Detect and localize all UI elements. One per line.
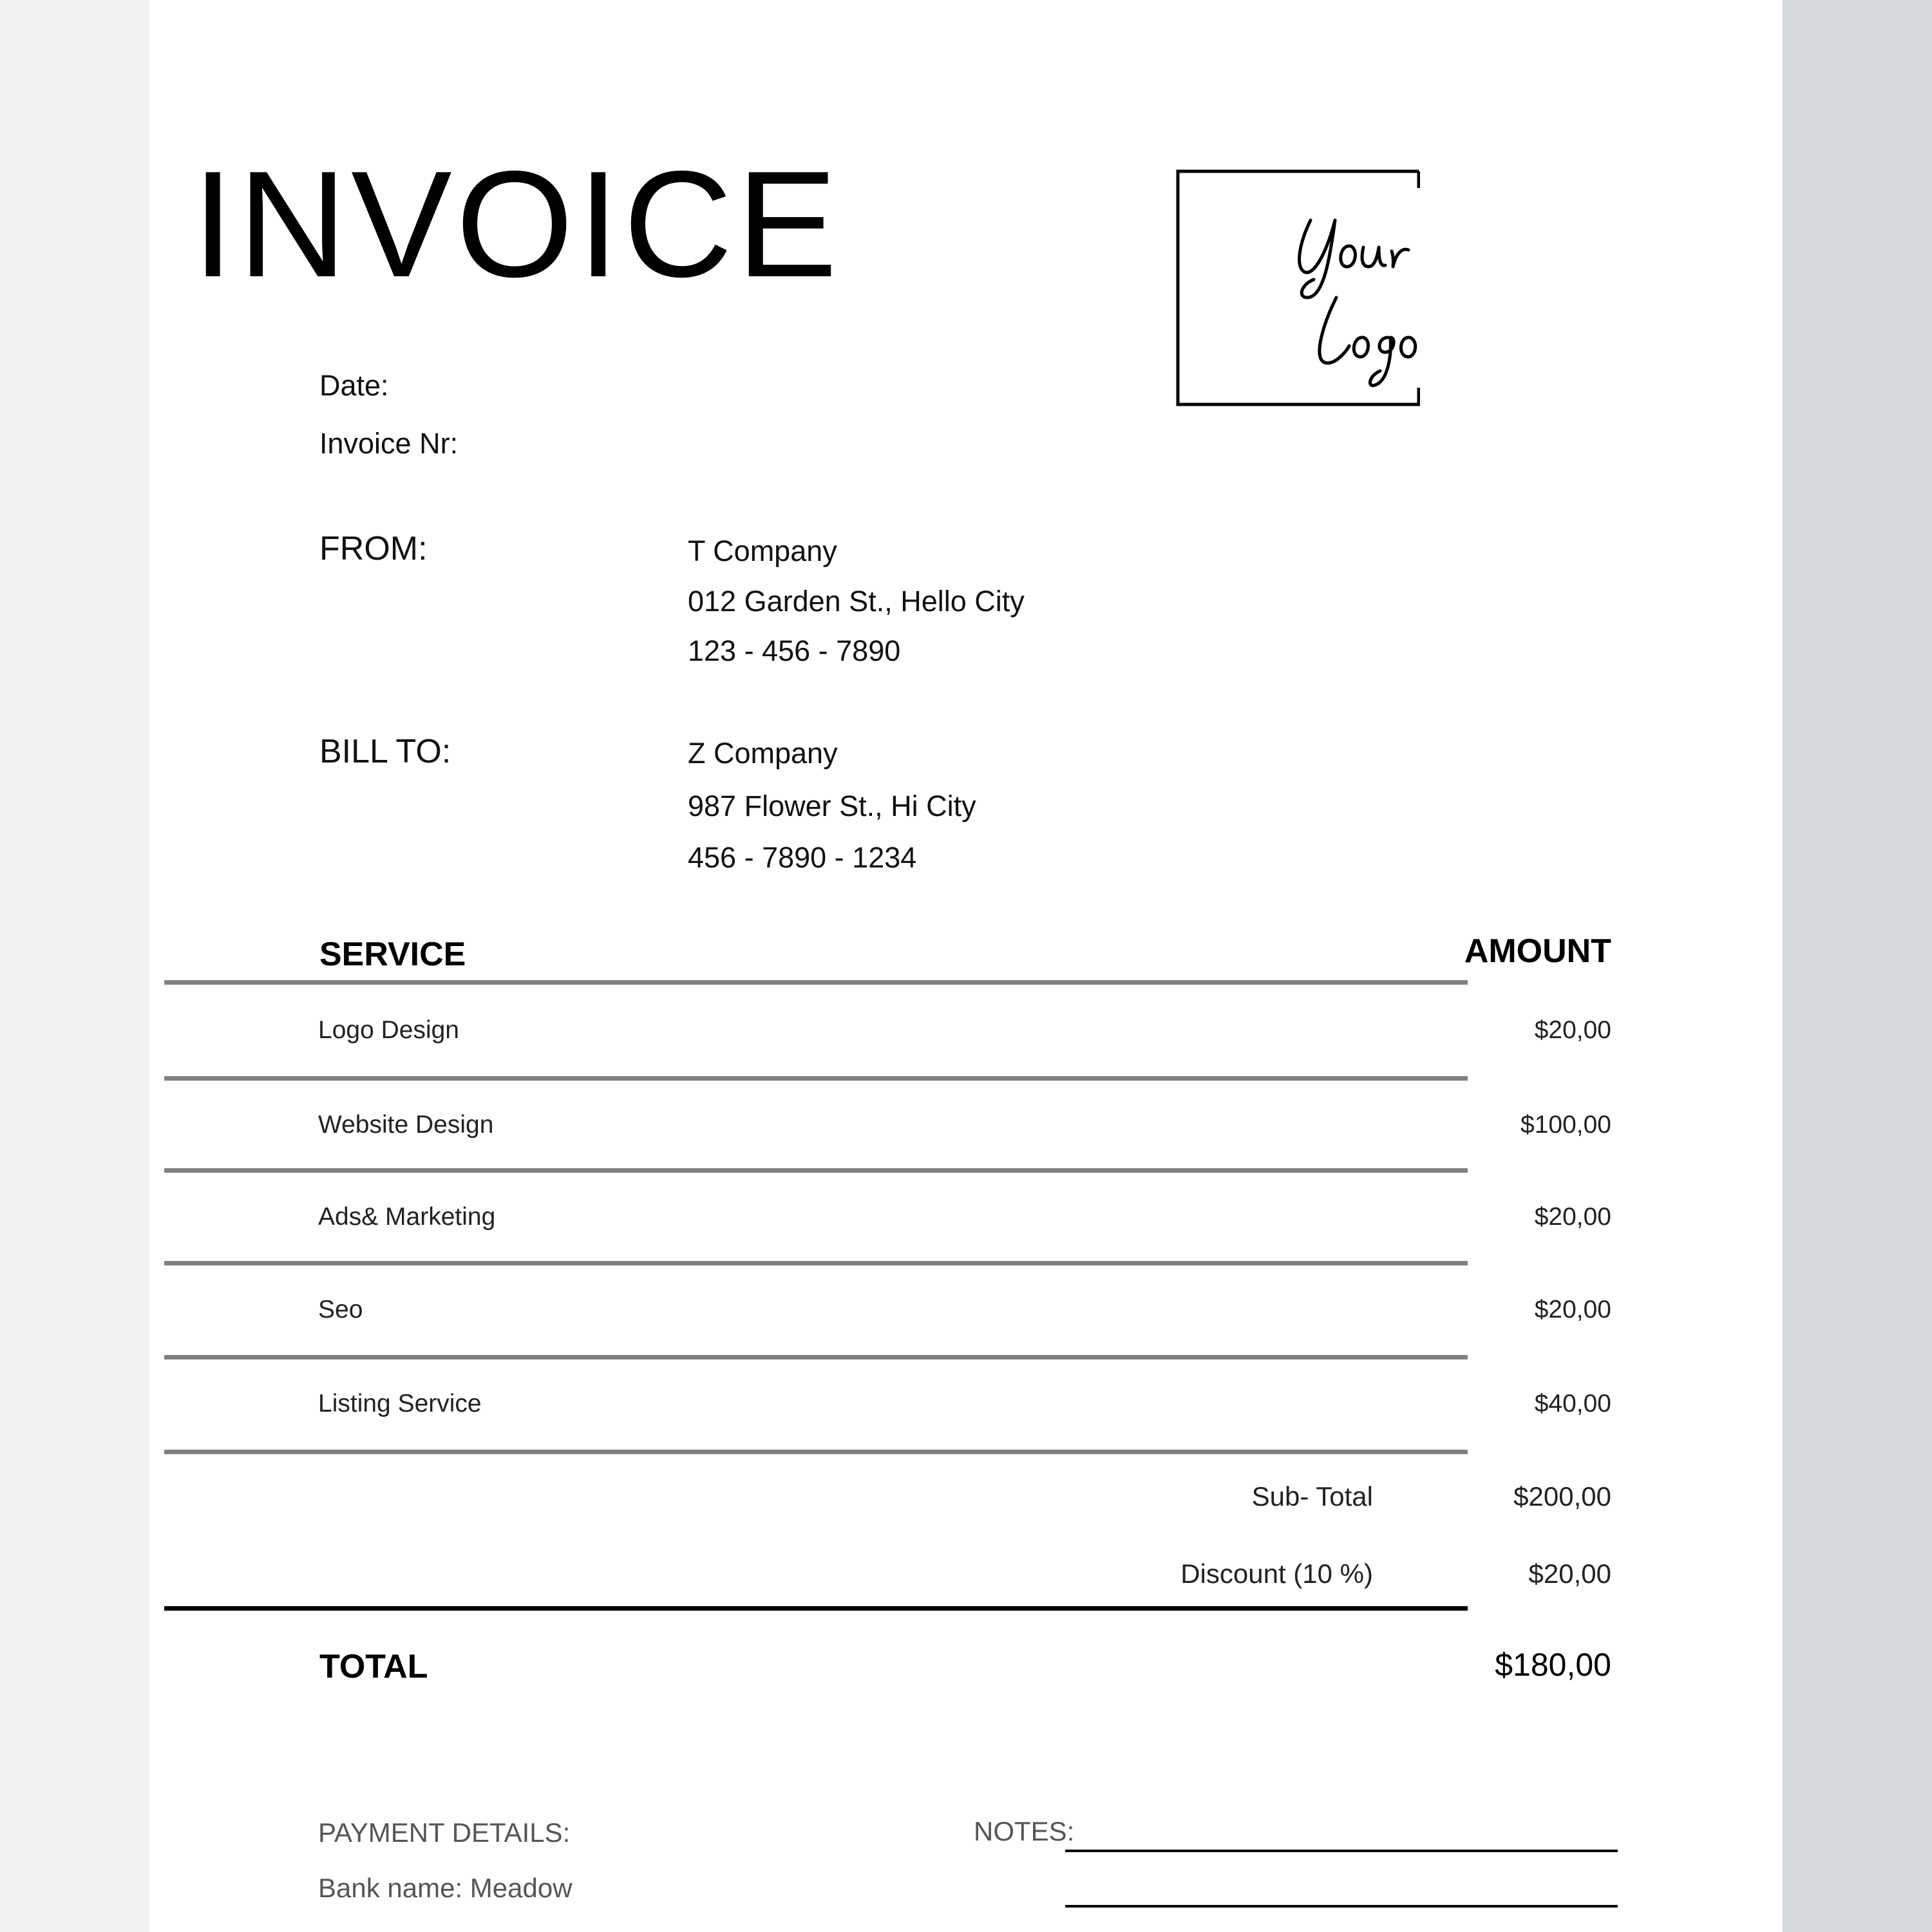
discount-label: Discount (10 %): [1180, 1558, 1373, 1589]
table-row-amount: $40,00: [1534, 1390, 1611, 1417]
bank-name: Bank name: Meadow: [318, 1873, 573, 1903]
table-row-service: Logo Design: [318, 1016, 459, 1044]
from-label: FROM:: [319, 530, 428, 567]
bill-to-address: 987 Flower St., Hi City: [688, 790, 976, 822]
table-row-amount: $20,00: [1534, 1296, 1611, 1323]
row-divider: [164, 1261, 1468, 1265]
amount-column-header: AMOUNT: [1464, 933, 1611, 970]
notes-line[interactable]: [1065, 1905, 1618, 1908]
background-right-panel: [1783, 0, 1932, 1932]
table-row-amount: $20,00: [1534, 1203, 1611, 1231]
row-divider: [164, 1450, 1468, 1454]
row-divider: [164, 1076, 1468, 1081]
from-company: T Company: [688, 535, 837, 567]
payment-details-label: PAYMENT DETAILS:: [318, 1817, 571, 1848]
invoice-number-label: Invoice Nr:: [319, 427, 459, 460]
table-row-service: Listing Service: [318, 1390, 482, 1417]
invoice-title: INVOICE: [192, 139, 842, 308]
table-row-amount: $100,00: [1520, 1111, 1611, 1139]
notes-line[interactable]: [1065, 1850, 1618, 1852]
table-row-service: Ads& Marketing: [318, 1203, 496, 1231]
row-divider: [164, 1355, 1468, 1359]
notes-label: NOTES:: [974, 1816, 1075, 1846]
date-label: Date:: [319, 369, 389, 402]
table-row-service: Seo: [318, 1296, 363, 1323]
from-address: 012 Garden St., Hello City: [688, 585, 1025, 618]
from-phone: 123 - 456 - 7890: [688, 634, 901, 667]
bill-to-phone: 456 - 7890 - 1234: [688, 841, 917, 874]
table-row-amount: $20,00: [1534, 1016, 1611, 1044]
bill-to-company: Z Company: [688, 737, 838, 770]
header-divider: [164, 980, 1468, 985]
total-divider: [164, 1606, 1468, 1611]
table-row-service: Website Design: [318, 1111, 494, 1139]
subtotal-label: Sub- Total: [1251, 1481, 1373, 1511]
logo-placeholder: [1175, 169, 1420, 407]
total-label: TOTAL: [319, 1648, 428, 1685]
service-column-header: SERVICE: [319, 936, 466, 973]
total-value: $180,00: [1495, 1647, 1611, 1683]
bill-to-label: BILL TO:: [319, 733, 451, 770]
discount-value: $20,00: [1528, 1558, 1611, 1589]
row-divider: [164, 1168, 1468, 1173]
subtotal-value: $200,00: [1513, 1481, 1611, 1511]
